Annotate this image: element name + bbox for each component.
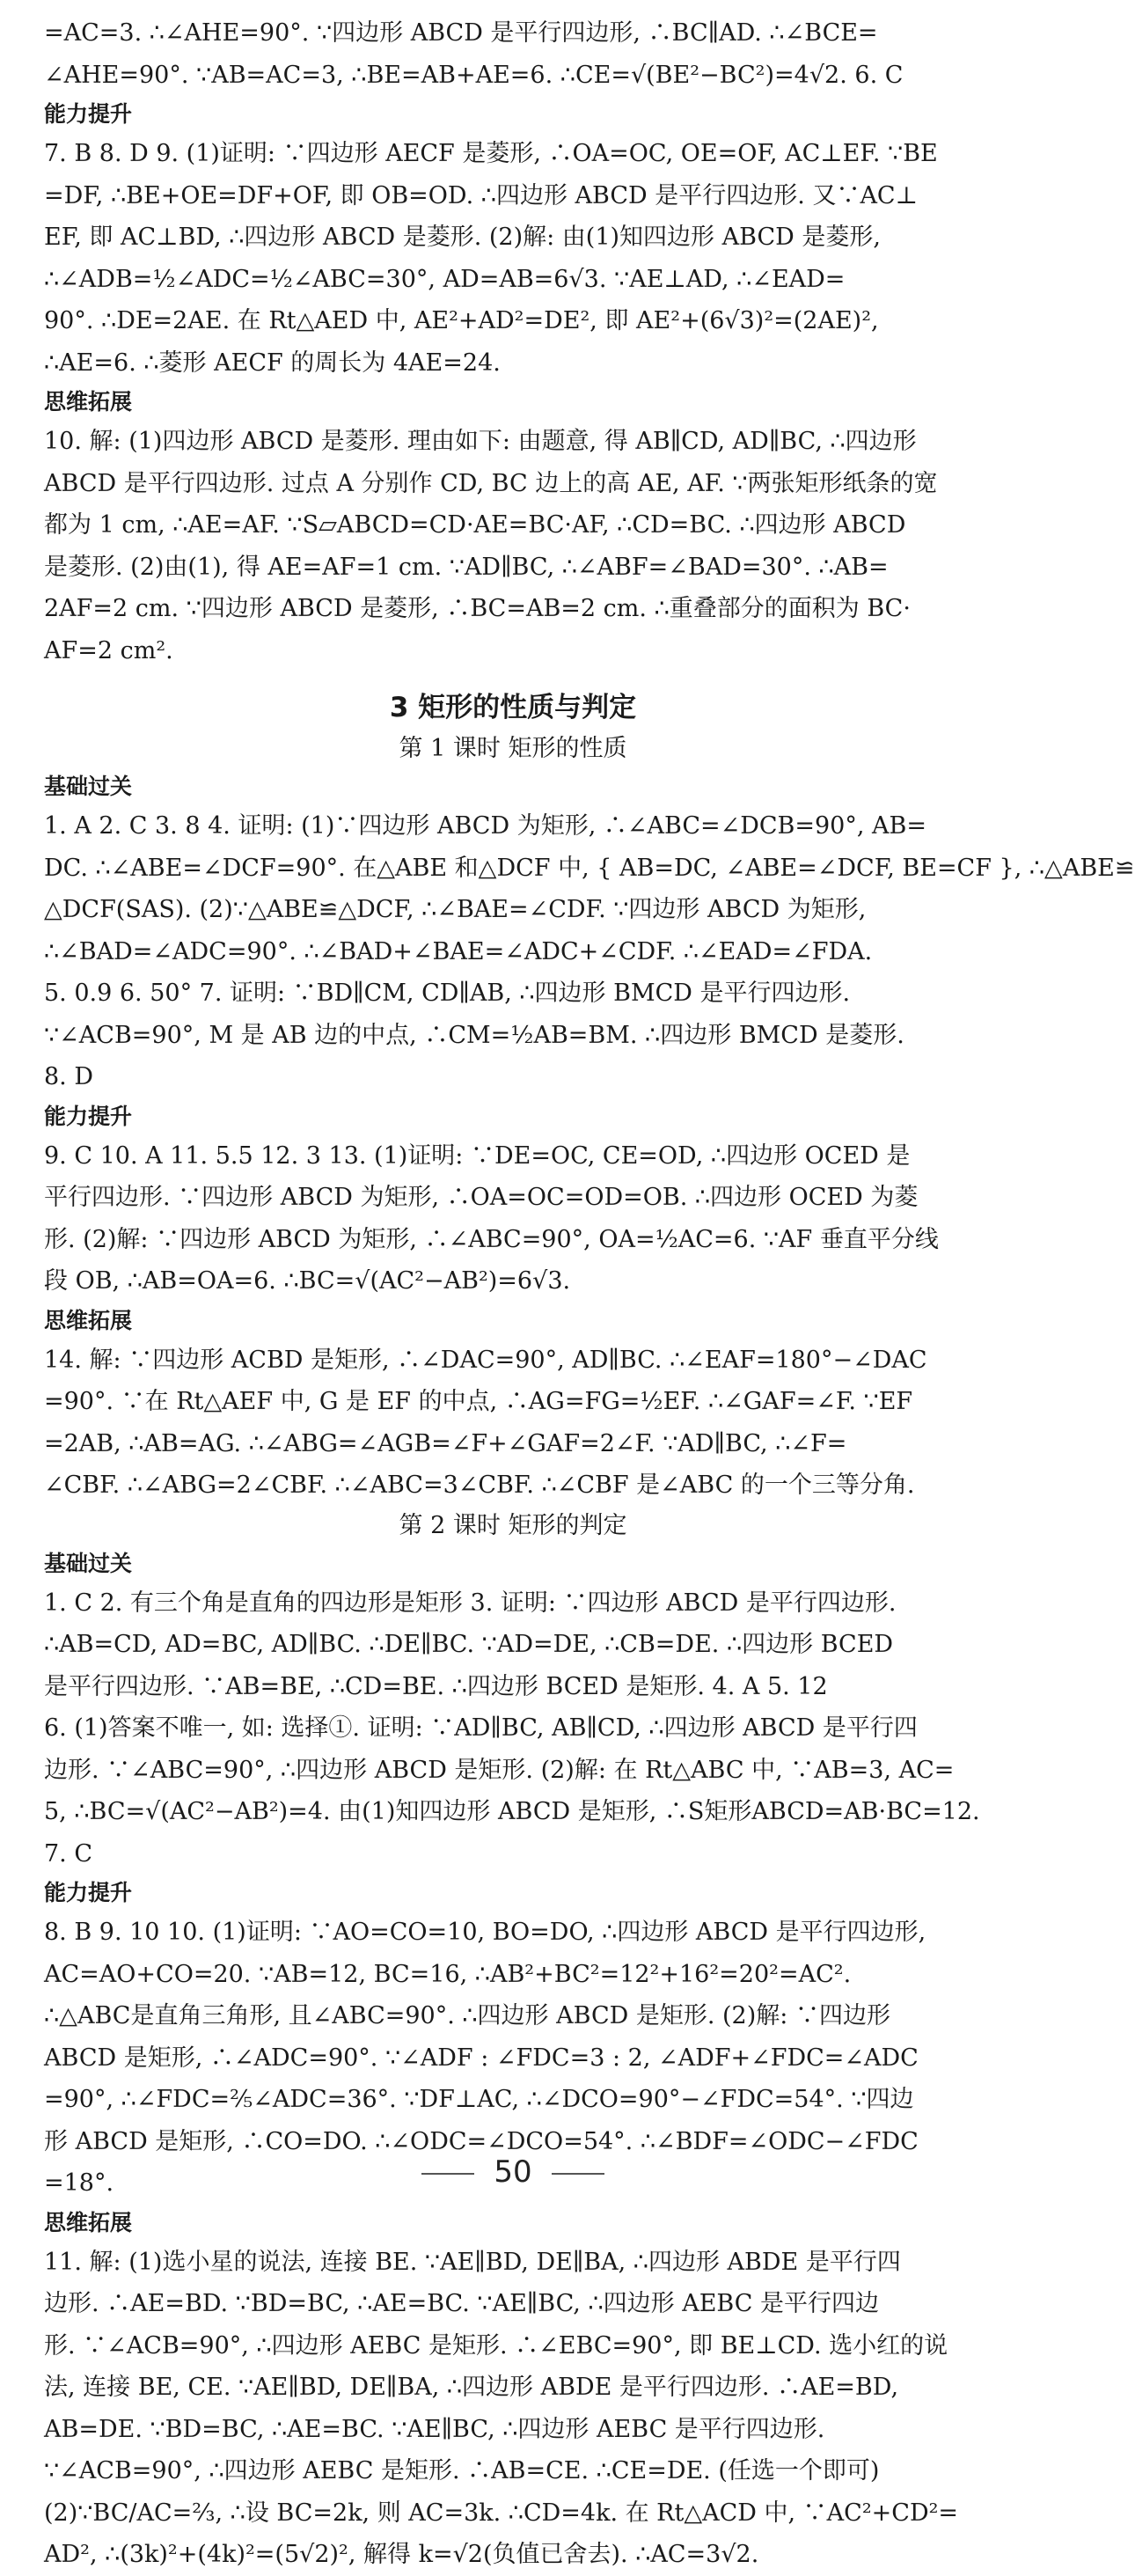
heading-extend-2: 思维拓展 — [44, 1307, 133, 1333]
text-line: ∴△ABC是直角三角形, 且∠ABC=90°. ∴四边形 ABCD 是矩形. (2)解: ∵四边形 — [44, 2002, 890, 2029]
text-line: 5, ∴BC=√(AC²−AB²)=4. 由(1)知四边形 ABCD 是矩形, ∴S矩形ABCD=AB·BC=12. — [44, 1798, 980, 1825]
heading-basic-2: 基础过关 — [44, 774, 133, 799]
text-line: 平行四边形. ∵四边形 ABCD 为矩形, ∴OA=OC=OD=OB. ∴四边形 OCED 为菱 — [44, 1184, 919, 1211]
text-line: 8. B 9. 10 10. (1)证明: ∵AO=CO=10, BO=DO, ∴四边形 ABCD 是平行四边形, — [44, 1919, 926, 1946]
text-line: 1. C 2. 有三个角是直角的四边形是矩形 3. 证明: ∵四边形 ABCD 是平行四边形. — [44, 1589, 897, 1617]
lesson-2-subtitle: 第 2 课时 矩形的判定 — [399, 1511, 627, 1539]
text-line: DC. ∴∠ABE=∠DCF=90°. 在△ABE 和△DCF 中, { AB=DC, ∠ABE=∠DCF, BE=CF }, ∴△ABE≌ — [44, 854, 1135, 882]
text-line: =90°, ∴∠FDC=⅖∠ADC=36°. ∵DF⊥AC, ∴∠DCO=90°−∠FDC=54°. ∵四边 — [44, 2086, 914, 2113]
basic-answers-2 — [44, 805, 1135, 1098]
text-line: 9. C 10. A 11. 5.5 12. 3 13. (1)证明: ∵DE=OC, CE=OD, ∴四边形 OCED 是 — [44, 1141, 911, 1170]
text-line: 5. 0.9 6. 50° 7. 证明: ∵BD∥CM, CD∥AB, ∴四边形 BMCD 是平行四边形. — [44, 980, 851, 1007]
ability-answers-2 — [44, 1135, 982, 1303]
text-line: 边形. ∴AE=BD. ∵BD=BC, ∴AE=BC. ∵AE∥BC, ∴四边形 AEBC 是平行四边 — [44, 2290, 880, 2317]
text-line: ∴AE=6. ∴菱形 AECF 的周长为 4AE=24. — [44, 349, 501, 377]
text-line: 7. B 8. D 9. (1)证明: ∵四边形 AECF 是菱形, ∴OA=OC, OE=OF, AC⊥EF. ∵BE — [44, 140, 938, 167]
lesson-1-subtitle: 第 1 课时 矩形的性质 — [399, 735, 627, 762]
text-line: 边形. ∵∠ABC=90°, ∴四边形 ABCD 是矩形. (2)解: 在 Rt△ABC 中, ∵AB=3, AC= — [44, 1756, 955, 1784]
heading-extend-1: 思维拓展 — [44, 389, 133, 415]
text-line: =18°. — [44, 2169, 114, 2197]
extend-answers-3 — [44, 2242, 982, 2576]
text-line: 6. (1)答案不唯一, 如: 选择①. 证明: ∵AD∥BC, AB∥CD, ∴四边形 ABCD 是平行四 — [44, 1714, 918, 1742]
text-line: ∠AHE=90°. ∵AB=AC=3, ∴BE=AB+AE=6. ∴CE=√(BE²−BC²)=4√2. 6. C — [44, 61, 904, 89]
text-line: 8. D — [44, 1063, 93, 1090]
heading-ability-2: 能力提升 — [44, 1103, 133, 1129]
extend-answers-2 — [44, 1339, 982, 1507]
text-line: ABCD 是矩形, ∴∠ADC=90°. ∵∠ADF : ∠FDC=3 : 2, ∠ADF+∠FDC=∠ADC — [44, 2044, 919, 2072]
section-continuation — [44, 12, 982, 96]
text-line: 都为 1 cm, ∴AE=AF. ∵S▱ABCD=CD·AE=BC·AF, ∴CD=BC. ∴四边形 ABCD — [44, 511, 906, 539]
text-line: 1. A 2. C 3. 8 4. 证明: (1)∵四边形 ABCD 为矩形, ∴∠ABC=∠DCB=90°, AB= — [44, 812, 926, 840]
text-line: AF=2 cm². — [44, 636, 173, 664]
basic-answers-3 — [44, 1582, 982, 1875]
text-line: ∵∠ACB=90°, M 是 AB 边的中点, ∴CM=½AB=BM. ∴四边形 BMCD 是菱形. — [44, 1021, 904, 1049]
text-line: (2)∵BC/AC=⅔, ∴设 BC=2k, 则 AC=3k. ∴CD=4k. 在 Rt△ACD 中, ∵AC²+CD²= — [44, 2499, 959, 2527]
text-line: AD², ∴(3k)²+(4k)²=(5√2)², 解得 k=√2(负值已舍去). ∴AC=3√2. — [44, 2541, 759, 2568]
page-footer — [0, 2154, 1026, 2190]
text-line: 形. ∵∠ACB=90°, ∴四边形 AEBC 是矩形. ∴∠EBC=90°, 即 BE⊥CD. 选小红的说 — [44, 2331, 948, 2359]
text-line: ∴∠BAD=∠ADC=90°. ∴∠BAD+∠BAE=∠ADC+∠CDF. ∴∠EAD=∠FDA. — [44, 937, 873, 965]
text-line: ∴AB=CD, AD=BC, AD∥BC. ∴DE∥BC. ∵AD=DE, ∴CB=DE. ∴四边形 BCED — [44, 1631, 894, 1658]
text-line: =DF, ∴BE+OE=DF+OF, 即 OB=OD. ∴四边形 ABCD 是平行四边形. 又∵AC⊥ — [44, 181, 918, 209]
text-line: ABCD 是平行四边形. 过点 A 分别作 CD, BC 边上的高 AE, AF. ∵两张矩形纸条的宽 — [44, 469, 938, 497]
text-line: 形. (2)解: ∵四边形 ABCD 为矩形, ∴∠ABC=90°, OA=½AC=6. ∵AF 垂直平分线 — [44, 1225, 939, 1253]
footer-dash-right — [552, 2173, 604, 2175]
page-number: 50 — [494, 2154, 532, 2190]
text-line: 形 ABCD 是矩形, ∴CO=DO. ∴∠ODC=∠DCO=54°. ∴∠BDF=∠ODC−∠FDC — [44, 2127, 919, 2155]
text-line: 是菱形. (2)由(1), 得 AE=AF=1 cm. ∵AD∥BC, ∴∠ABF=∠BAD=30°. ∴AB= — [44, 553, 889, 581]
text-line: 段 OB, ∴AB=OA=6. ∴BC=√(AC²−AB²)=6√3. — [44, 1267, 571, 1295]
text-line: 14. 解: ∵四边形 ACBD 是矩形, ∴∠DAC=90°, AD∥BC. ∴∠EAF=180°−∠DAC — [44, 1346, 927, 1374]
text-line: AB=DE. ∵BD=BC, ∴AE=BC. ∵AE∥BC, ∴四边形 AEBC 是平行四边形. — [44, 2415, 825, 2443]
text-line: 10. 解: (1)四边形 ABCD 是菱形. 理由如下: 由题意, 得 AB∥CD, AD∥BC, ∴四边形 — [44, 428, 917, 455]
heading-basic-3: 基础过关 — [44, 1550, 133, 1576]
text-line: 2AF=2 cm. ∵四边形 ABCD 是菱形, ∴BC=AB=2 cm. ∴重叠部分的面积为 BC· — [44, 595, 911, 622]
text-line: 7. C — [44, 1839, 93, 1868]
text-line: =2AB, ∴AB=AG. ∴∠ABG=∠AGB=∠F+∠GAF=2∠F. ∵AD∥BC, ∴∠F= — [44, 1429, 847, 1457]
text-line: ∠CBF. ∴∠ABG=2∠CBF. ∴∠ABC=3∠CBF. ∴∠CBF 是∠ABC 的一个三等分角. — [44, 1471, 915, 1499]
text-line: EF, 即 AC⊥BD, ∴四边形 ABCD 是菱形. (2)解: 由(1)知四边形 ABCD 是菱形, — [44, 224, 881, 251]
text-line: △DCF(SAS). (2)∵△ABE≌△DCF, ∴∠BAE=∠CDF. ∵四边形 ABCD 为矩形, — [44, 896, 867, 923]
text-line: AC=AO+CO=20. ∵AB=12, BC=16, ∴AB²+BC²=12²+16²=20²=AC². — [44, 1960, 852, 1988]
text-line: =AC=3. ∴∠AHE=90°. ∵四边形 ABCD 是平行四边形, ∴BC∥AD. ∴∠BCE= — [44, 19, 878, 47]
text-line: 法, 连接 BE, CE. ∵AE∥BD, DE∥BA, ∴四边形 ABDE 是平行四边形. ∴AE=BD, — [44, 2374, 899, 2401]
heading-ability-1: 能力提升 — [44, 101, 133, 127]
heading-extend-3: 思维拓展 — [44, 2209, 133, 2235]
text-line: ∴∠ADB=½∠ADC=½∠ABC=30°, AD=AB=6√3. ∵AE⊥AD, ∴∠EAD= — [44, 265, 846, 293]
text-line: 90°. ∴DE=2AE. 在 Rt△AED 中, AE²+AD²=DE², 即 AE²+(6√3)²=(2AE)², — [44, 307, 879, 334]
text-line: 是平行四边形. ∵AB=BE, ∴CD=BE. ∴四边形 BCED 是矩形. 4. A 5. 12 — [44, 1672, 828, 1700]
text-line: =90°. ∵在 Rt△AEF 中, G 是 EF 的中点, ∴AG=FG=½EF. ∴∠GAF=∠F. ∵EF — [44, 1388, 913, 1415]
ability-answers-1 — [44, 133, 982, 384]
section-title: 3 矩形的性质与判定 — [389, 692, 637, 723]
extend-answers-1 — [44, 421, 982, 672]
text-line: ∵∠ACB=90°, ∴四边形 AEBC 是矩形. ∴AB=CE. ∴CE=DE. (任选一个即可) — [44, 2457, 880, 2484]
text-line: 11. 解: (1)选小星的说法, 连接 BE. ∵AE∥BD, DE∥BA, ∴四边形 ABDE 是平行四 — [44, 2248, 901, 2276]
footer-dash-left — [421, 2173, 474, 2175]
heading-ability-3: 能力提升 — [44, 1880, 133, 1905]
